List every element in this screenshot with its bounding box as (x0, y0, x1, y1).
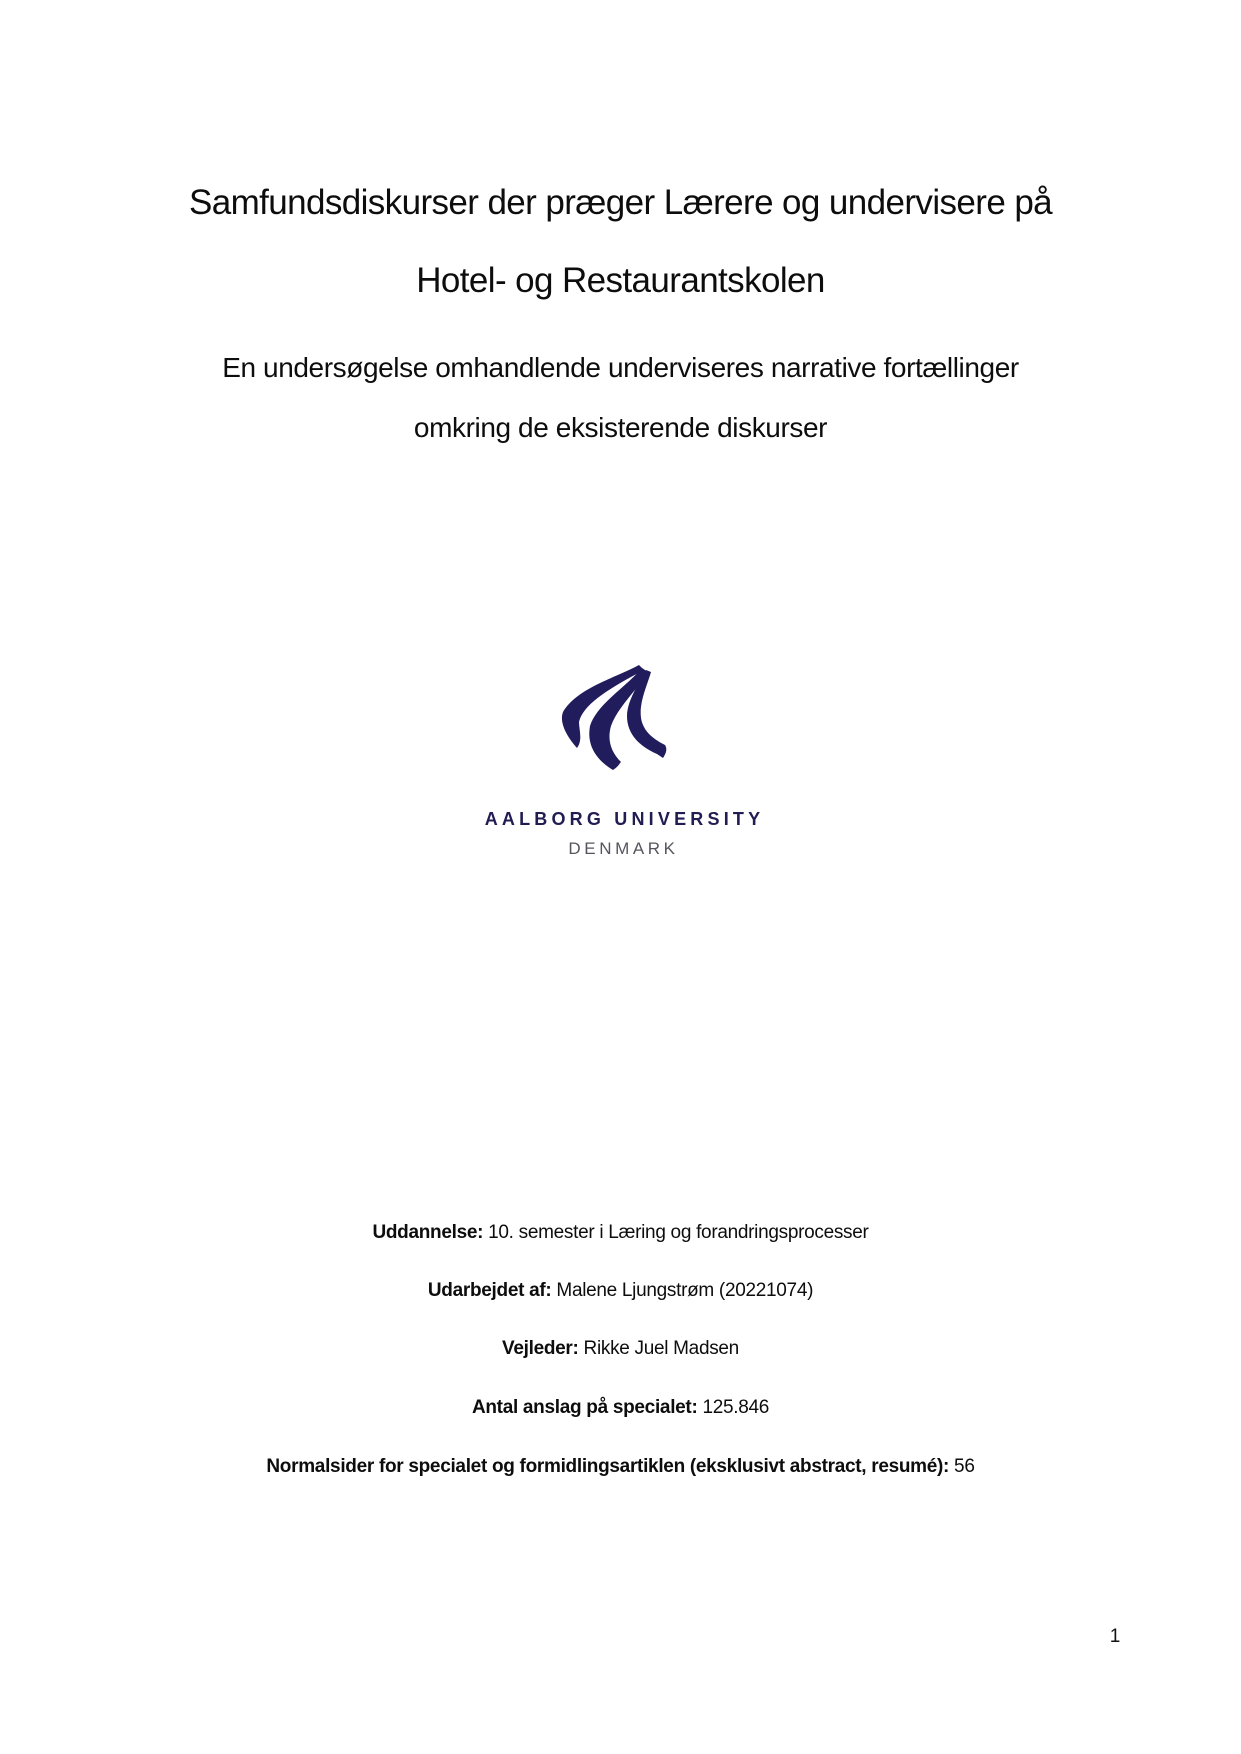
title-line-2: Hotel- og Restaurantskolen (416, 261, 825, 300)
detail-value: Rikke Juel Madsen (578, 1338, 739, 1359)
title-line-1: Samfundsdiskurser der præger Lærere og undervisere på (188, 183, 1053, 222)
detail-education (0, 1221, 1241, 1245)
detail-character-count (0, 1396, 1241, 1420)
detail-label: Antal anslag på specialet: (471, 1397, 698, 1418)
page-number: 1 (1109, 1626, 1121, 1647)
subtitle-line-2: omkring de eksisterende diskurser (413, 412, 828, 443)
detail-value: 125.846 (697, 1397, 770, 1418)
detail-label: Uddannelse: (372, 1222, 484, 1243)
detail-label: Vejleder: (502, 1338, 579, 1359)
detail-normal-pages (0, 1455, 1241, 1479)
detail-label: Normalsider for specialet og formidlingsartiklen (eksklusivt abstract, resumé): (266, 1456, 950, 1477)
detail-label: Udarbejdet af: (427, 1280, 552, 1301)
detail-value: 10. semester i Læring og forandringsprocesser (483, 1222, 869, 1243)
logo-wordmark-name: AALBORG UNIVERSITY (484, 809, 765, 829)
detail-value: 56 (949, 1456, 975, 1477)
detail-author (0, 1279, 1241, 1303)
detail-value: Malene Ljungstrøm (20221074) (551, 1280, 814, 1301)
aalborg-university-logo-icon (555, 660, 675, 780)
detail-supervisor (0, 1337, 1241, 1361)
logo-wordmark-country: DENMARK (568, 839, 679, 858)
subtitle-line-1: En undersøgelse omhandlende underviseres narrative fortællinger (222, 352, 1019, 383)
